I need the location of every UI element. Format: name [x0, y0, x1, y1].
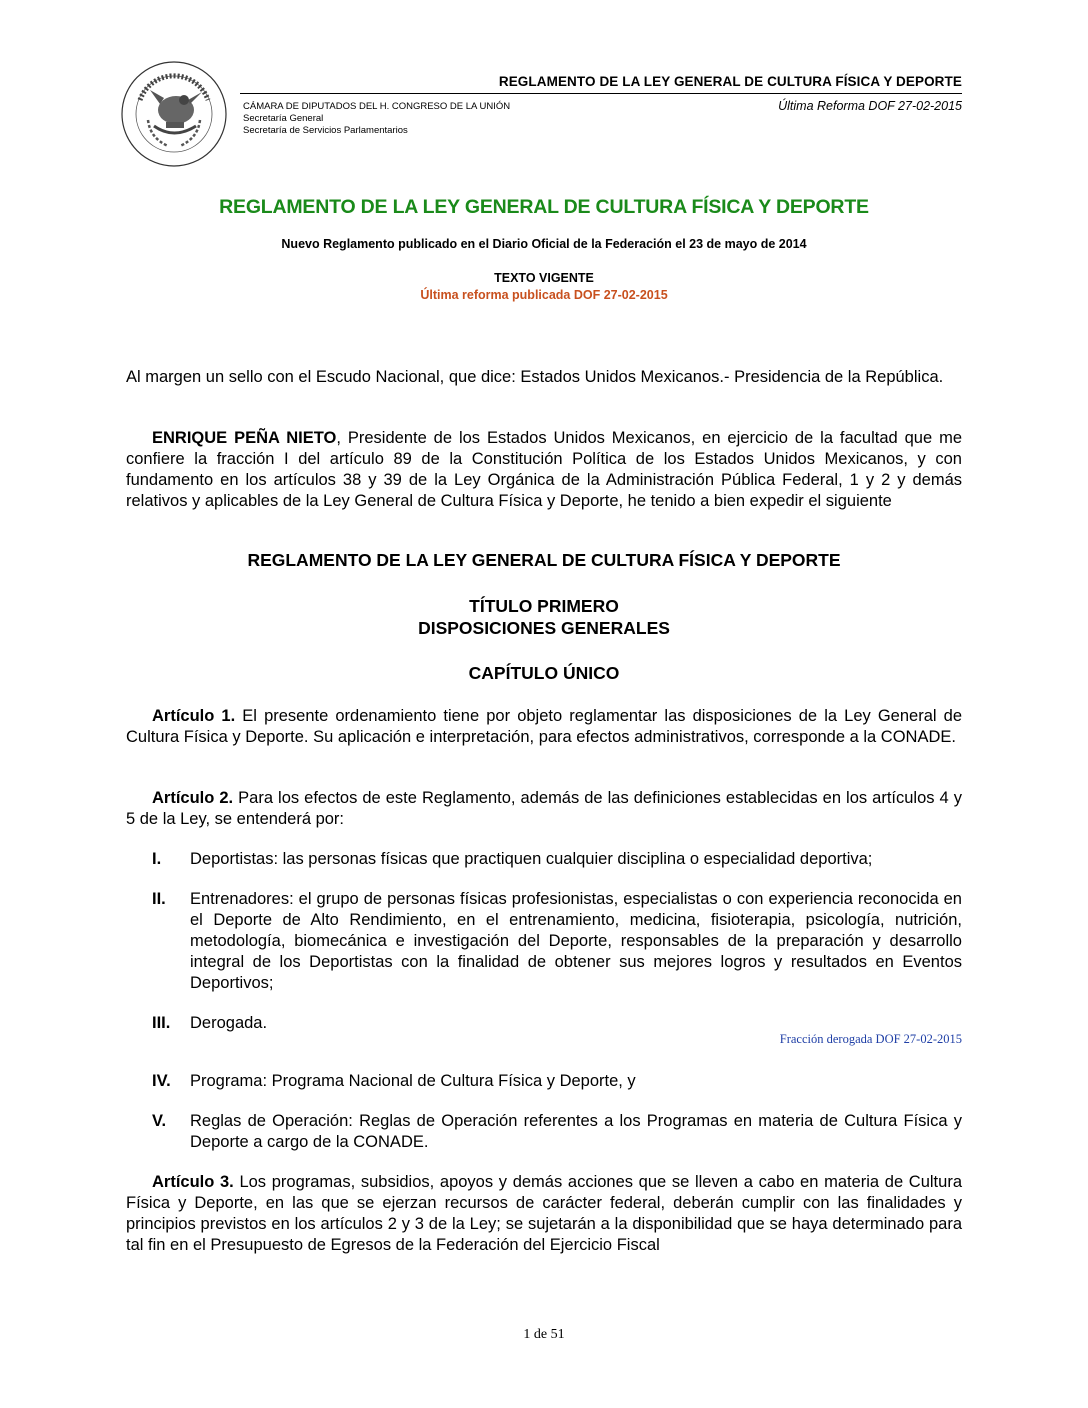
fraction-item	[152, 1013, 962, 1034]
reglamento-heading: REGLAMENTO DE LA LEY GENERAL DE CULTURA FÍSICA Y DEPORTE	[247, 550, 841, 570]
header-last-reform: Última Reforma DOF 27-02-2015	[778, 99, 962, 113]
fraction-number: II.	[152, 890, 166, 908]
fraction-number: III.	[152, 1014, 171, 1032]
last-reform-published: Última reforma publicada DOF 27-02-2015	[420, 288, 668, 302]
article-2-label: Artículo 2.	[152, 789, 234, 807]
president-text: , Presidente de los Estados Unidos Mexicanos, en ejercicio de la facultad que me confiere la fracción I del artículo 89 de la Constitución Política de los Estados Unidos Mexicanos, y con fundamento en los artículos 38 y 39 de la Ley Orgánica de la Administración Pública Federal, 1 y 2 y demás relativos y aplicables de la Ley General de Cultura Física y Deporte, he tenido a bien expedir el siguiente	[126, 429, 962, 510]
article-2-text: Para los efectos de este Reglamento, además de las definiciones establecidas en los artículos 4 y 5 de la Ley, se entenderá por:	[126, 789, 962, 828]
fraction-number: V.	[152, 1112, 167, 1130]
article-3-text: Los programas, subsidios, apoyos y demás acciones que se lleven a cabo en materia de Cultura Física y Deporte, en las que se ejerzan recursos de carácter federal, deberán cumplir con las finalidades y principios previstos en los artículos 2 y 3 de la Ley; se sujetarán a la disponibilidad que se haya determinado para tal fin en el Presupuesto de Egresos de la Federación del Ejercicio Fiscal	[126, 1173, 962, 1254]
fraction-text: Programa: Programa Nacional de Cultura Física y Deporte, y	[190, 1072, 636, 1090]
texto-vigente-label: TEXTO VIGENTE	[494, 271, 594, 285]
article-1-text: El presente ordenamiento tiene por objeto reglamentar las disposiciones de la Ley General de Cultura Física y Deporte. Su aplicación e interpretación, para efectos administrativos, corresponde a la CONADE.	[126, 707, 962, 746]
fraction-text: Reglas de Operación: Reglas de Operación referentes a los Programas en materia de Cultura Física y Deporte a cargo de la CONADE.	[190, 1112, 962, 1151]
fraction-item	[152, 889, 962, 994]
header-organization	[243, 101, 510, 137]
preamble-margin-paragraph	[126, 367, 962, 388]
escudo-nacional-seal-icon	[120, 60, 228, 168]
margin-text: Al margen un sello con el Escudo Nacional, que dice: Estados Unidos Mexicanos.- Presidencia de la República.	[126, 368, 944, 386]
header-divider	[240, 93, 962, 94]
org-line-secretaria-general: Secretaría General	[243, 113, 324, 124]
running-header-title: REGLAMENTO DE LA LEY GENERAL DE CULTURA FÍSICA Y DEPORTE	[498, 74, 962, 89]
president-name: ENRIQUE PEÑA NIETO	[152, 429, 337, 447]
article-1	[126, 706, 962, 748]
fraction-text: Deportistas: las personas físicas que practiquen cualquier disciplina o especialidad deportiva;	[190, 850, 873, 868]
page-number: 1 de 51	[523, 1327, 565, 1342]
disposiciones-heading: DISPOSICIONES GENERALES	[418, 618, 670, 638]
fraction-item	[152, 1111, 962, 1153]
titulo-heading: TÍTULO PRIMERO	[469, 596, 619, 616]
article-2	[126, 788, 962, 830]
fraction-number: IV.	[152, 1072, 171, 1090]
org-line-servicios-parlamentarios: Secretaría de Servicios Parlamentarios	[243, 125, 408, 136]
document-title: REGLAMENTO DE LA LEY GENERAL DE CULTURA FÍSICA Y DEPORTE	[219, 196, 869, 218]
article-3-label: Artículo 3.	[152, 1173, 234, 1191]
preamble-president-paragraph	[126, 428, 962, 512]
fraction-text: Entrenadores: el grupo de personas físicas profesionistas, especialistas o con experiencia reconocida en el Deporte de Alto Rendimiento, en el entrenamiento, medicina, fisioterapia, psicología, nutrición, metodología, biomecánica e investigación del Deporte, responsables de la preparación y desarrollo integral de los Deportistas con la finalidad de obtener sus mejores logros y resultados en Eventos Deportivos;	[190, 890, 962, 992]
fraction-derogada-note: Fracción derogada DOF 27-02-2015	[779, 1032, 962, 1046]
fraction-item	[152, 1071, 962, 1092]
fraction-text: Derogada.	[190, 1014, 268, 1032]
article-1-label: Artículo 1.	[152, 707, 236, 725]
fraction-number: I.	[152, 850, 162, 868]
fraction-item	[152, 849, 962, 870]
publication-subtitle: Nuevo Reglamento publicado en el Diario Oficial de la Federación el 23 de mayo de 2014	[281, 237, 807, 251]
article-3	[126, 1172, 962, 1256]
capitulo-heading: CAPÍTULO ÚNICO	[468, 663, 620, 683]
org-line-camara: CÁMARA DE DIPUTADOS DEL H. CONGRESO DE LA UNIÓN	[243, 101, 511, 112]
